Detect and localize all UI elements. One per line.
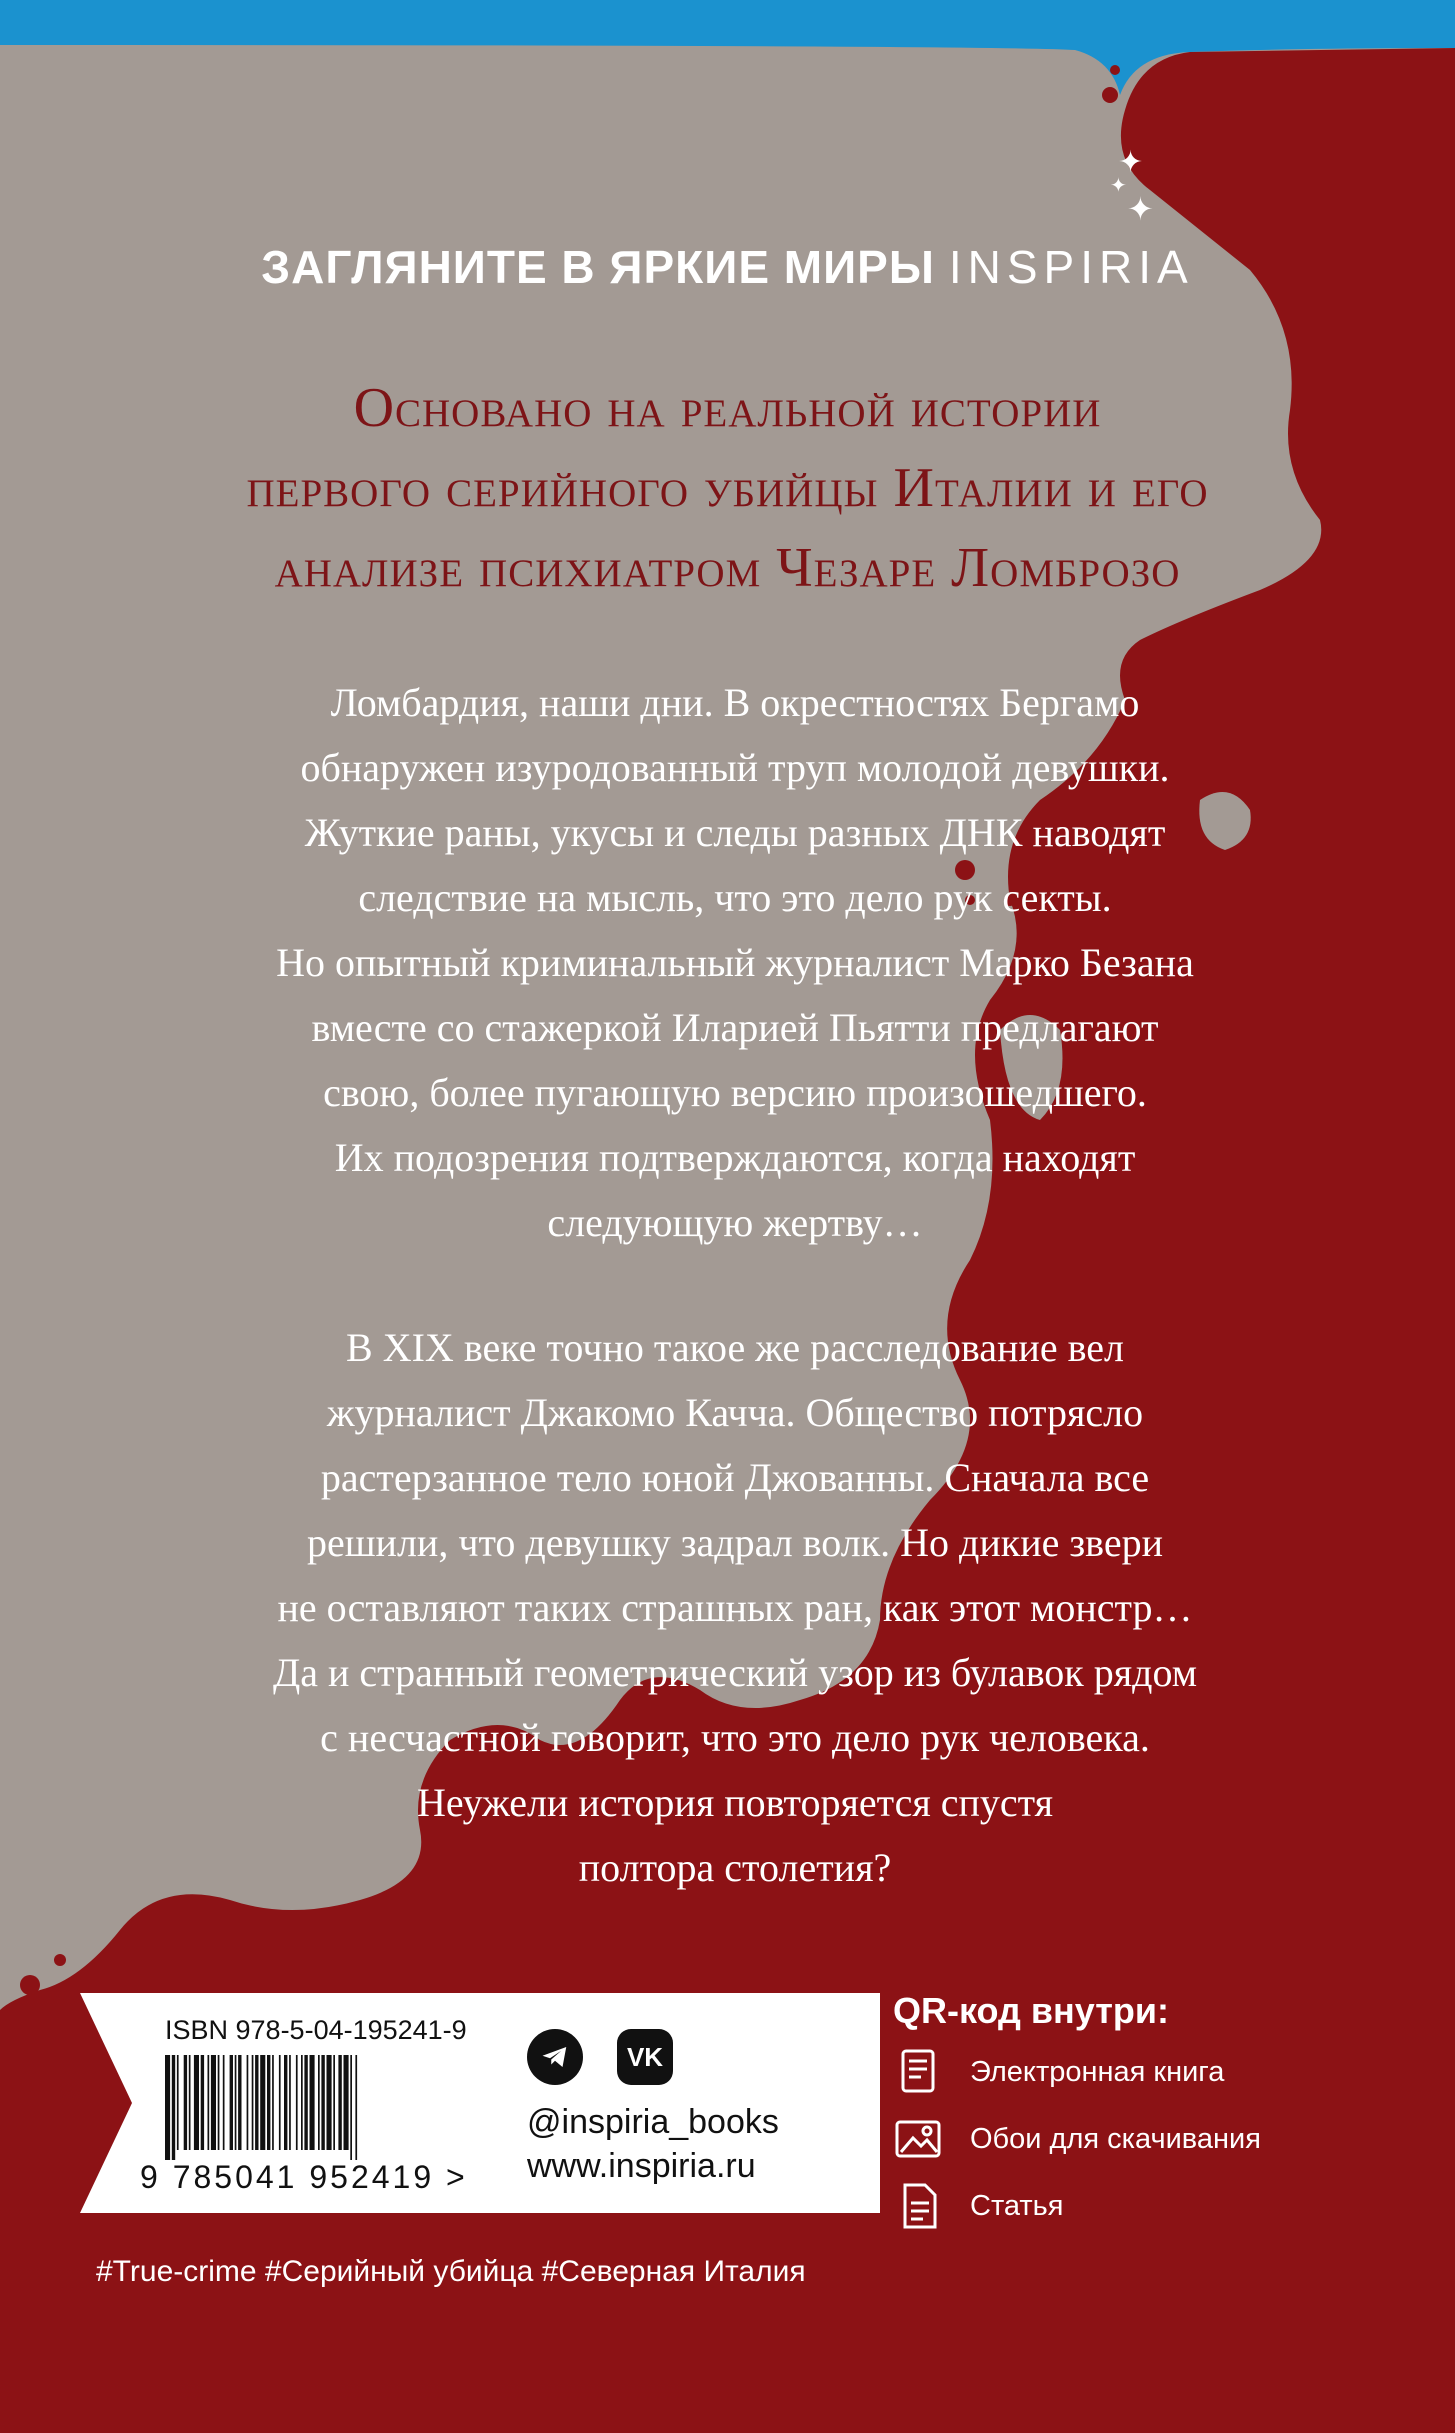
qr-item-label: Статья: [970, 2189, 1064, 2222]
barcode-bar: [301, 2055, 303, 2150]
text-line: растерзанное тело юной Джованны. Сначала все: [320, 1455, 1150, 1500]
barcode-bar: [165, 2055, 170, 2160]
publisher-name: INSPIRIA: [948, 241, 1194, 293]
telegram-link[interactable]: [527, 2029, 583, 2085]
qr-item-wallpaper: [893, 2114, 1261, 2164]
barcode-bar: [189, 2055, 191, 2150]
barcode-bar: [267, 2055, 270, 2150]
social-handle[interactable]: @inspiria_books: [527, 2103, 779, 2141]
text-line: В XIX веке точно такое же расследование вел: [346, 1325, 1124, 1370]
brand-tagline: [0, 240, 1455, 294]
hashtags: #True-crime #Серийный убийца #Северная Италия: [96, 2255, 806, 2288]
vk-link[interactable]: [617, 2029, 673, 2085]
vk-icon: VK: [626, 2041, 664, 2072]
qr-item-label: Электронная книга: [970, 2055, 1225, 2088]
isbn-label: ISBN 978-5-04-195241-9: [165, 2015, 467, 2045]
text-line: Жуткие раны, укусы и следы разных ДНК наводят: [304, 810, 1166, 855]
sparkle-icon: ✦: [1110, 173, 1127, 197]
barcode-bar: [279, 2055, 281, 2150]
barcode-bar: [218, 2055, 220, 2150]
barcode-bar: [255, 2055, 258, 2150]
barcode-bar: [344, 2055, 349, 2150]
text-line: журналист Джакомо Качча. Общество потрясло: [326, 1390, 1144, 1435]
barcode-bar: [289, 2055, 291, 2150]
qr-item-article: [893, 2181, 1064, 2231]
text-line: с несчастной говорит, что это дело рук человека.: [320, 1715, 1150, 1760]
barcode-bar: [338, 2055, 341, 2150]
text-line: свою, более пугающую версию произошедшего.: [323, 1070, 1147, 1115]
barcode-bar: [304, 2055, 307, 2150]
barcode-bar: [208, 2055, 210, 2150]
telegram-icon: [540, 2042, 570, 2072]
text-line: вместе со стажеркой Иларией Пьятти предлагают: [311, 1005, 1159, 1050]
text-line: обнаружен изуродованный труп молодой девушки.: [300, 745, 1170, 790]
website-link[interactable]: www.inspiria.ru: [527, 2147, 756, 2185]
barcode-digits: 9 785041 952419 >: [140, 2159, 468, 2195]
text-line: решили, что девушку задрал волк. Но дикие звери: [307, 1520, 1163, 1565]
barcode-bar: [310, 2055, 315, 2150]
barcode-bar: [355, 2055, 357, 2160]
barcode-bar: [235, 2055, 237, 2150]
qr-item-ebook: [893, 2047, 1224, 2097]
barcode-bar: [247, 2055, 249, 2150]
barcode-bar: [211, 2055, 216, 2150]
qr-item-label: Обои для скачивания: [970, 2122, 1261, 2155]
sparkle-icon: ✦: [1118, 145, 1144, 180]
card-notch: [80, 1993, 140, 2213]
sparkle-icon: ✦: [1127, 190, 1154, 228]
article-icon: [893, 2181, 943, 2231]
barcode-bar: [333, 2055, 335, 2150]
barcode-bar: [327, 2055, 332, 2150]
text-line: полтора столетия?: [578, 1845, 892, 1890]
text-line: Неужели история повторяется спустя: [416, 1780, 1054, 1825]
text-line: не оставляют таких страшных ран, как этот монстр…: [277, 1585, 1193, 1630]
text-line: следствие на мысль, что это дело рук секты.: [358, 875, 1112, 920]
barcode-bar: [184, 2055, 187, 2150]
barcode-bar: [238, 2055, 241, 2150]
text-line: Ломбардия, наши дни. В окрестностях Бергамо: [330, 680, 1140, 725]
cover-headline: [60, 368, 1395, 608]
barcode-bar: [296, 2055, 298, 2150]
barcode-bar: [260, 2055, 265, 2150]
text-line: Да и странный геометрический узор из булавок рядом: [272, 1650, 1198, 1695]
barcode-card: [80, 1993, 880, 2213]
barcode-bar: [284, 2055, 287, 2150]
description-paragraph-1: [120, 670, 1350, 1255]
brand-tagline-text: ЗАГЛЯНИТЕ В ЯРКИЕ МИРЫ: [261, 241, 935, 293]
headline-line: первого серийного убийцы Италии и его: [246, 457, 1209, 519]
headline-line: Основано на реальной истории: [353, 377, 1102, 439]
barcode-bar: [252, 2055, 254, 2150]
ebook-icon: [893, 2047, 943, 2097]
barcode-bar: [194, 2055, 199, 2150]
barcode: [165, 2055, 485, 2160]
barcode-bar: [350, 2055, 352, 2160]
headline-line: анализе психиатром Чезаре Ломброзо: [274, 537, 1181, 599]
barcode-bar: [201, 2055, 204, 2150]
description-paragraph-2: [120, 1315, 1350, 1900]
barcode-bar: [321, 2055, 324, 2150]
barcode-bar: [272, 2055, 274, 2150]
text-line: Но опытный криминальный журналист Марко Безана: [276, 940, 1194, 985]
text-line: следующую жертву…: [547, 1200, 923, 1245]
barcode-bar: [177, 2055, 179, 2150]
barcode-bar: [223, 2055, 225, 2150]
barcode-bar: [230, 2055, 233, 2150]
wallpaper-icon: [893, 2114, 943, 2164]
barcode-bar: [318, 2055, 320, 2150]
qr-section-title: QR-код внутри:: [893, 1990, 1169, 2031]
text-line: Их подозрения подтверждаются, когда находят: [334, 1135, 1136, 1180]
barcode-bar: [172, 2055, 175, 2160]
